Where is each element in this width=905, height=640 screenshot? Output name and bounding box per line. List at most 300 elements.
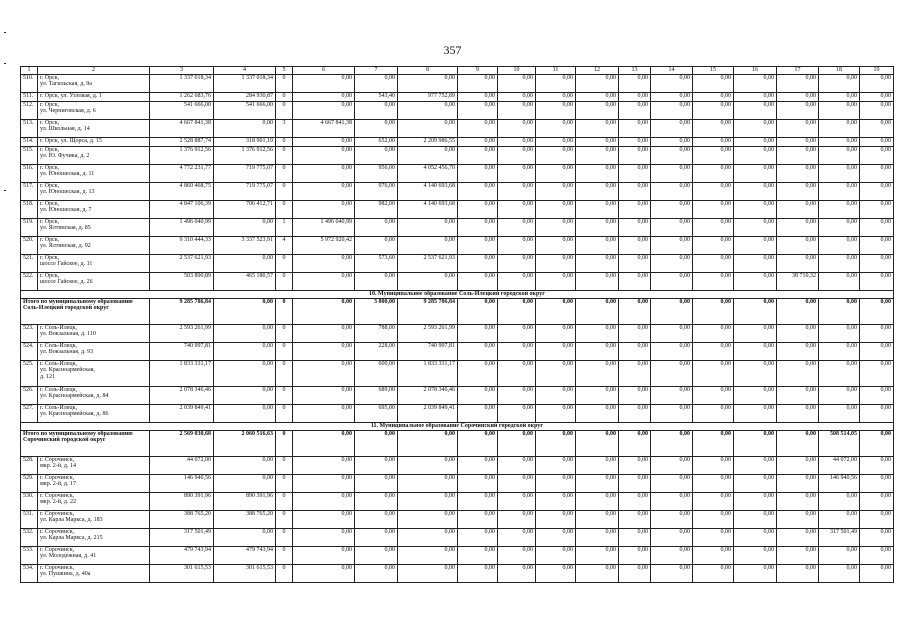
table-cell: 0,00 <box>819 74 860 92</box>
table-cell: 1 337 018,34 <box>214 74 276 92</box>
table-cell: 0,00 <box>398 528 458 546</box>
table-cell: 0,00 <box>860 137 894 146</box>
table-cell: 0,00 <box>619 182 651 200</box>
table-cell: 0,00 <box>777 528 819 546</box>
table-cell: 465 180,57 <box>214 272 276 290</box>
table-cell: 0,00 <box>458 92 498 101</box>
table-cell: 0,00 <box>651 218 693 236</box>
table-cell: 0,00 <box>819 254 860 272</box>
table-cell: 0,00 <box>777 342 819 360</box>
table-row <box>21 137 894 146</box>
table-cell: 0,00 <box>619 119 651 137</box>
table-cell: 479 743,94 <box>214 546 276 564</box>
table-cell: 0,00 <box>536 510 576 528</box>
table-cell: 0,00 <box>777 101 819 119</box>
table-cell: 0,00 <box>819 92 860 101</box>
address-cell: г. Сорочинск, мкр. 2-й, д. 17 <box>38 474 150 492</box>
column-number: 9 <box>458 67 498 75</box>
table-cell: 0 <box>276 564 293 582</box>
table-cell: 0,00 <box>860 456 894 474</box>
table-cell: 0,00 <box>693 137 734 146</box>
table-cell: 0,00 <box>458 324 498 342</box>
table-cell: 0,00 <box>860 324 894 342</box>
address-cell: г. Орск, ул. Тагильская, д. 9а <box>38 74 150 92</box>
table-cell: 0,00 <box>734 324 777 342</box>
table-cell: 0,00 <box>536 200 576 218</box>
table-cell: 0,00 <box>576 272 619 290</box>
row-number: 512. <box>21 101 38 119</box>
table-cell: 0,00 <box>734 360 777 386</box>
table-cell: 0,00 <box>619 146 651 164</box>
table-cell: 0,00 <box>458 218 498 236</box>
address-cell: г. Орск, ул. Юношеская, д. 7 <box>38 200 150 218</box>
table-cell: 0,00 <box>651 492 693 510</box>
table-cell: 0,00 <box>458 528 498 546</box>
table-row <box>21 119 894 137</box>
table-cell: 0,00 <box>693 528 734 546</box>
table-cell: 284 930,87 <box>214 92 276 101</box>
table-cell: 2 078 346,46 <box>398 386 458 404</box>
table-cell: 0 <box>276 101 293 119</box>
address-cell: г. Орск, ул. Ю. Фучика, д. 2 <box>38 146 150 164</box>
table-cell: 541 666,00 <box>150 101 214 119</box>
address-cell: г. Соль-Илецк, ул. Красноармейская, д. 84 <box>38 386 150 404</box>
table-cell: 0,00 <box>214 218 276 236</box>
table-cell: 301 615,53 <box>150 564 214 582</box>
table-cell: 0,00 <box>536 119 576 137</box>
table-cell: 0,00 <box>777 254 819 272</box>
table-cell: 0,00 <box>734 200 777 218</box>
table-cell: 0,00 <box>651 92 693 101</box>
table-cell: 0,00 <box>536 492 576 510</box>
table-cell: 0,00 <box>293 182 355 200</box>
column-number: 16 <box>734 67 777 75</box>
table-row <box>21 456 894 474</box>
table-cell: 0,00 <box>355 218 398 236</box>
table-cell: 4 052 456,70 <box>398 164 458 182</box>
table-cell: 0,00 <box>619 474 651 492</box>
table-cell: 0,00 <box>651 456 693 474</box>
table-cell: 0 <box>276 272 293 290</box>
table-cell: 0,00 <box>734 546 777 564</box>
table-cell: 4 <box>276 236 293 254</box>
table-cell: 0,00 <box>860 119 894 137</box>
table-cell: 38 710,32 <box>777 272 819 290</box>
table-cell: 719 775,07 <box>214 182 276 200</box>
address-cell: г. Сорочинск, ул. Карла Маркса, д. 183 <box>38 510 150 528</box>
table-cell: 0,00 <box>355 546 398 564</box>
table-cell: 9 310 444,33 <box>150 236 214 254</box>
table-cell: 4 847 106,39 <box>150 200 214 218</box>
table-cell: 0,00 <box>619 404 651 422</box>
table-cell: 0,00 <box>619 492 651 510</box>
table-cell: 0,00 <box>458 510 498 528</box>
address-cell: г. Сорочинск, ул. Карла Маркса, д. 215 <box>38 528 150 546</box>
table-row <box>21 74 894 92</box>
table-cell: 4 667 841,38 <box>293 119 355 137</box>
table-cell: 0,00 <box>498 236 536 254</box>
column-number: 3 <box>150 67 214 75</box>
total-cell: 0,00 <box>651 430 693 456</box>
address-cell: г. Орск, ул. Черниговская, д. 6 <box>38 101 150 119</box>
table-cell: 0,00 <box>398 101 458 119</box>
address-cell: г. Орск, ул. Юношеская, д. 11 <box>38 164 150 182</box>
table-cell: 0 <box>276 137 293 146</box>
table-cell: 0,00 <box>458 236 498 254</box>
table-row <box>21 324 894 342</box>
table-cell: 0,00 <box>536 564 576 582</box>
table-cell: 0,00 <box>734 342 777 360</box>
table-cell: 0,00 <box>777 200 819 218</box>
table-body <box>21 67 894 583</box>
table-cell: 0,00 <box>693 200 734 218</box>
table-cell: 0,00 <box>860 236 894 254</box>
total-row <box>21 430 894 456</box>
table-cell: 0,00 <box>651 546 693 564</box>
table-cell: 0,00 <box>293 404 355 422</box>
table-cell: 740 997,81 <box>398 342 458 360</box>
column-number: 6 <box>293 67 355 75</box>
table-cell: 0,00 <box>536 218 576 236</box>
total-row <box>21 298 894 324</box>
table-cell: 0,00 <box>293 456 355 474</box>
table-cell: 0,00 <box>398 546 458 564</box>
table-cell: 0,00 <box>651 254 693 272</box>
table-cell: 0,00 <box>734 404 777 422</box>
table-cell: 0,00 <box>498 528 536 546</box>
table-row <box>21 200 894 218</box>
table-cell: 2 537 621,93 <box>398 254 458 272</box>
column-number: 2 <box>38 67 150 75</box>
table-cell: 0,00 <box>458 564 498 582</box>
table-cell: 0,00 <box>860 528 894 546</box>
table-cell: 0,00 <box>693 456 734 474</box>
section-heading-row <box>21 422 894 430</box>
table-cell: 573,60 <box>355 254 398 272</box>
table-cell: 2 209 986,55 <box>398 137 458 146</box>
table-row <box>21 92 894 101</box>
table-cell: 0,00 <box>734 218 777 236</box>
table-cell: 0,00 <box>734 92 777 101</box>
table-cell: 0 <box>276 404 293 422</box>
table-cell: 0,00 <box>651 236 693 254</box>
table-cell: 0,00 <box>576 92 619 101</box>
table-cell: 317 501,49 <box>819 528 860 546</box>
row-number: 529. <box>21 474 38 492</box>
data-table <box>20 66 894 583</box>
table-cell: 0,00 <box>293 137 355 146</box>
table-cell: 0,00 <box>293 164 355 182</box>
table-cell: 0,00 <box>693 101 734 119</box>
table-cell: 0,00 <box>293 360 355 386</box>
table-cell: 652,00 <box>355 137 398 146</box>
table-cell: 1 337 018,34 <box>150 74 214 92</box>
row-number: 522. <box>21 272 38 290</box>
table-cell: 0,00 <box>576 474 619 492</box>
column-number: 11 <box>536 67 576 75</box>
table-cell: 0,00 <box>693 218 734 236</box>
table-cell: 0 <box>276 164 293 182</box>
table-cell: 0 <box>276 386 293 404</box>
row-number: 524. <box>21 342 38 360</box>
row-number: 511. <box>21 92 38 101</box>
table-cell: 5 972 920,42 <box>293 236 355 254</box>
table-cell: 0,00 <box>458 164 498 182</box>
table-cell: 0,00 <box>498 492 536 510</box>
table-cell: 0,00 <box>777 137 819 146</box>
table-cell: 956,00 <box>355 164 398 182</box>
table-cell: 0,00 <box>536 404 576 422</box>
table-cell: 0 <box>276 528 293 546</box>
table-cell: 0,00 <box>293 200 355 218</box>
table-cell: 3 <box>276 119 293 137</box>
table-cell: 0,00 <box>576 164 619 182</box>
table-cell: 0,00 <box>498 101 536 119</box>
table-cell: 0,00 <box>619 236 651 254</box>
total-cell: 0,00 <box>498 430 536 456</box>
total-cell: 508 514,05 <box>819 430 860 456</box>
table-cell: 0,00 <box>619 137 651 146</box>
table-cell: 0,00 <box>619 164 651 182</box>
address-cell: г. Сорочинск, мкр. 2-й, д. 22 <box>38 492 150 510</box>
table-cell: 0,00 <box>458 360 498 386</box>
table-cell: 0,00 <box>458 492 498 510</box>
table-cell: 1 833 331,17 <box>150 360 214 386</box>
table-cell: 0,00 <box>458 272 498 290</box>
table-cell: 388 765,20 <box>150 510 214 528</box>
table-cell: 0,00 <box>819 218 860 236</box>
table-cell: 0,00 <box>860 92 894 101</box>
total-cell: 9 285 786,84 <box>150 298 214 324</box>
section-heading: 10. Муниципальное образование Соль-Илецкий городской округ <box>21 290 894 298</box>
table-cell: 0,00 <box>355 74 398 92</box>
row-number: 521. <box>21 254 38 272</box>
table-cell: 0,00 <box>536 386 576 404</box>
table-cell: 0,00 <box>498 324 536 342</box>
table-row <box>21 272 894 290</box>
table-cell: 0,00 <box>498 564 536 582</box>
table-cell: 0,00 <box>355 101 398 119</box>
row-number: 532. <box>21 528 38 546</box>
table-cell: 0,00 <box>498 200 536 218</box>
table-cell: 0,00 <box>214 404 276 422</box>
table-cell: 0,00 <box>355 456 398 474</box>
table-cell: 0,00 <box>458 342 498 360</box>
address-cell: г. Орск, ул. Ялтинская, д. 92 <box>38 236 150 254</box>
table-cell: 0,00 <box>498 119 536 137</box>
table-cell: 0,00 <box>576 119 619 137</box>
table-cell: 0,00 <box>651 324 693 342</box>
table-cell: 0,00 <box>651 74 693 92</box>
table-cell: 0,00 <box>293 510 355 528</box>
table-cell: 0,00 <box>576 236 619 254</box>
table-cell: 0,00 <box>651 137 693 146</box>
table-cell: 0,00 <box>651 200 693 218</box>
table-cell: 0,00 <box>860 164 894 182</box>
table-cell: 0,00 <box>619 254 651 272</box>
total-cell: 0,00 <box>293 430 355 456</box>
table-cell: 0,00 <box>777 404 819 422</box>
table-cell: 0,00 <box>693 324 734 342</box>
table-cell: 1 496 040,99 <box>293 218 355 236</box>
table-cell: 0,00 <box>734 164 777 182</box>
total-cell: 0,00 <box>651 298 693 324</box>
table-cell: 0,00 <box>576 492 619 510</box>
table-cell: 0 <box>276 456 293 474</box>
table-cell: 0 <box>276 182 293 200</box>
table-cell: 0,00 <box>458 404 498 422</box>
table-cell: 0,00 <box>293 92 355 101</box>
table-cell: 0,00 <box>651 101 693 119</box>
table-cell: 0,00 <box>576 546 619 564</box>
table-cell: 0,00 <box>498 342 536 360</box>
column-number: 17 <box>777 67 819 75</box>
column-number: 14 <box>651 67 693 75</box>
table-cell: 0,00 <box>498 218 536 236</box>
row-number: 526. <box>21 386 38 404</box>
table-cell: 0 <box>276 510 293 528</box>
table-cell: 0,00 <box>819 360 860 386</box>
table-cell: 0,00 <box>619 92 651 101</box>
table-cell: 0 <box>276 546 293 564</box>
table-cell: 0,00 <box>293 272 355 290</box>
table-cell: 0,00 <box>398 564 458 582</box>
table-cell: 2 039 849,41 <box>150 404 214 422</box>
table-cell: 0,00 <box>819 137 860 146</box>
table-cell: 0,00 <box>777 492 819 510</box>
table-cell: 0 <box>276 324 293 342</box>
table-cell: 0,00 <box>860 146 894 164</box>
address-cell: г. Сорочинск, ул. Пушкина, д. 40а <box>38 564 150 582</box>
table-cell: 0,00 <box>734 510 777 528</box>
table-cell: 0,00 <box>860 182 894 200</box>
total-label: Итого по муниципальному образованию Соль-Илецкий городской округ <box>21 298 150 324</box>
table-cell: 479 743,94 <box>150 546 214 564</box>
table-cell: 0,00 <box>860 474 894 492</box>
table-cell: 0,00 <box>860 386 894 404</box>
margin-mark <box>4 32 6 33</box>
table-cell: 0,00 <box>576 101 619 119</box>
column-number: 4 <box>214 67 276 75</box>
table-cell: 0,00 <box>293 324 355 342</box>
table-cell: 146 940,56 <box>819 474 860 492</box>
table-cell: 0 <box>276 92 293 101</box>
table-cell: 0 <box>276 74 293 92</box>
table-cell: 0,00 <box>693 92 734 101</box>
table-cell: 0,00 <box>576 342 619 360</box>
total-cell: 0,00 <box>860 298 894 324</box>
table-cell: 1 262 683,76 <box>150 92 214 101</box>
table-cell: 0,00 <box>860 546 894 564</box>
table-cell: 0,00 <box>576 200 619 218</box>
table-row <box>21 360 894 386</box>
total-cell: 0,00 <box>777 430 819 456</box>
table-cell: 0,00 <box>536 92 576 101</box>
table-cell: 0,00 <box>398 456 458 474</box>
table-cell: 0,00 <box>777 510 819 528</box>
table-cell: 0,00 <box>536 324 576 342</box>
table-cell: 0,00 <box>293 342 355 360</box>
row-number: 523. <box>21 324 38 342</box>
table-cell: 0,00 <box>619 546 651 564</box>
table-cell: 0,00 <box>536 360 576 386</box>
table-cell: 0,00 <box>576 510 619 528</box>
table-cell: 0,00 <box>498 164 536 182</box>
table-row <box>21 474 894 492</box>
table-cell: 1 376 912,56 <box>214 146 276 164</box>
table-cell: 982,00 <box>355 200 398 218</box>
table-cell: 0 <box>276 342 293 360</box>
table-cell: 0,00 <box>734 74 777 92</box>
table-cell: 0,00 <box>458 74 498 92</box>
table-cell: 0,00 <box>734 101 777 119</box>
column-number: 18 <box>819 67 860 75</box>
table-cell: 0,00 <box>498 182 536 200</box>
table-cell: 0,00 <box>734 182 777 200</box>
table-cell: 0,00 <box>576 254 619 272</box>
total-cell: 0,00 <box>777 298 819 324</box>
table-cell: 0,00 <box>458 119 498 137</box>
table-cell: 0,00 <box>536 546 576 564</box>
table-cell: 0,00 <box>819 324 860 342</box>
table-cell: 146 940,56 <box>150 474 214 492</box>
table-cell: 1 496 040,99 <box>150 218 214 236</box>
table-cell: 0,00 <box>398 146 458 164</box>
address-cell: г. Соль-Илецк, ул. Вокзальная, д. 110 <box>38 324 150 342</box>
table-cell: 0,00 <box>536 272 576 290</box>
table-cell: 0,00 <box>860 342 894 360</box>
table-cell: 0,00 <box>536 254 576 272</box>
table-cell: 4 667 841,38 <box>150 119 214 137</box>
table-cell: 0,00 <box>355 119 398 137</box>
row-number: 533. <box>21 546 38 564</box>
table-cell: 0,00 <box>693 510 734 528</box>
table-cell: 0 <box>276 360 293 386</box>
table-cell: 0,00 <box>536 474 576 492</box>
table-row <box>21 236 894 254</box>
column-number-row <box>21 67 894 75</box>
row-number: 514. <box>21 137 38 146</box>
table-cell: 0,00 <box>651 528 693 546</box>
table-cell: 0,00 <box>498 92 536 101</box>
table-cell: 2 593 261,99 <box>150 324 214 342</box>
table-cell: 0 <box>276 254 293 272</box>
table-cell: 0,00 <box>214 119 276 137</box>
table-cell: 0 <box>276 200 293 218</box>
table-cell: 0,00 <box>458 386 498 404</box>
total-cell: 3 800,00 <box>355 298 398 324</box>
table-cell: 0,00 <box>734 474 777 492</box>
table-cell: 0,00 <box>398 119 458 137</box>
table-cell: 0,00 <box>293 254 355 272</box>
table-cell: 0,00 <box>734 386 777 404</box>
table-cell: 2 593 261,99 <box>398 324 458 342</box>
table-cell: 0,00 <box>651 119 693 137</box>
table-cell: 0,00 <box>355 146 398 164</box>
total-cell: 0 <box>276 430 293 456</box>
table-cell: 0,00 <box>498 74 536 92</box>
table-cell: 0,00 <box>398 492 458 510</box>
address-cell: г. Соль-Илецк, ул. Красноармейская, д. 86 <box>38 404 150 422</box>
table-cell: 0,00 <box>777 474 819 492</box>
total-cell: 0,00 <box>693 298 734 324</box>
table-cell: 788,00 <box>355 324 398 342</box>
table-cell: 0,00 <box>536 456 576 474</box>
table-cell: 0,00 <box>860 101 894 119</box>
table-cell: 0,00 <box>355 272 398 290</box>
table-cell: 0,00 <box>293 74 355 92</box>
table-cell: 0,00 <box>819 182 860 200</box>
